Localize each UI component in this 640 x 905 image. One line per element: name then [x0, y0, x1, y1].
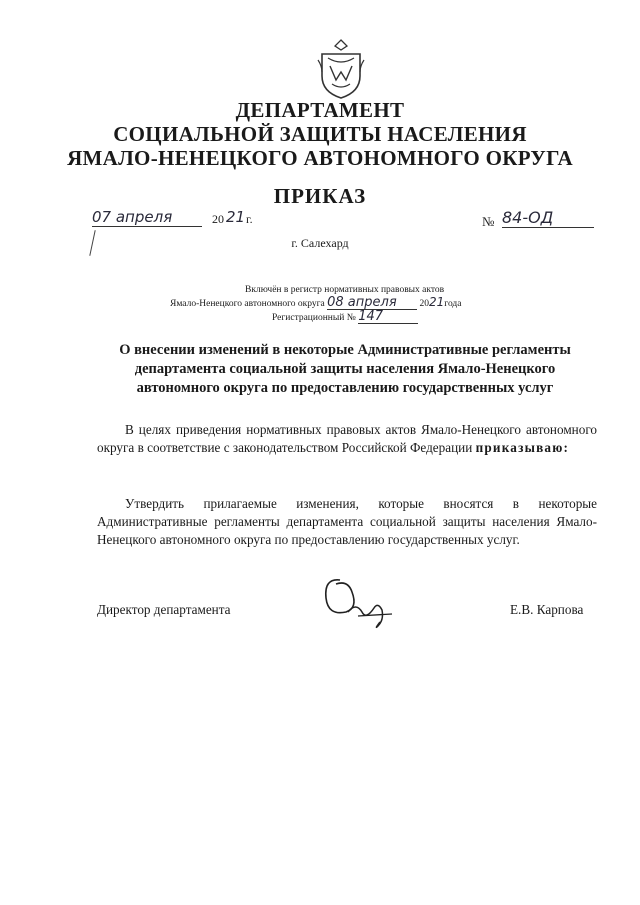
- body-paragraph-2: Утвердить прилагаемые изменения, которые вносятся в некоторые Административные регламенты департамента социальной защиты населения Ямало-Ненецкого автономного округа по предоставлению государственных услуг.: [97, 496, 597, 547]
- year-handwritten: 21: [226, 208, 246, 226]
- registry-year-suffix: года: [444, 299, 462, 309]
- registry-number-label: Регистрационный №: [272, 313, 356, 323]
- document-title: О внесении изменений в некоторые Административные регламенты департамента социальной защиты населения Ямало-Ненецкого автономного округа по предоставлению государственных услуг: [119, 342, 571, 396]
- registry-date-handwritten: 08 апреля: [327, 297, 417, 310]
- handwritten-signature: [318, 572, 408, 632]
- registry-line-3: [272, 311, 472, 324]
- date-handwritten: 07 апреля: [92, 208, 202, 227]
- paragraph-1-text: В целях приведения нормативных правовых актов Ямало-Ненецкого автономного округа в соответствие с законодательством Российской Федерации: [97, 422, 597, 455]
- registry-line-2: [170, 296, 530, 312]
- city: г. Салехард: [291, 236, 349, 250]
- number-label: №: [482, 214, 495, 229]
- order-date: [92, 208, 272, 230]
- header-line-1: ДЕПАРТАМЕНТ: [235, 98, 405, 122]
- registry-number-handwritten: 147: [358, 311, 418, 324]
- number-handwritten: 84-ОД: [502, 208, 594, 228]
- document-type: ПРИКАЗ: [273, 184, 367, 208]
- year-prefix: 20: [212, 212, 224, 226]
- order-number: [482, 208, 602, 232]
- header-line-2: СОЦИАЛЬНОЙ ЗАЩИТЫ НАСЕЛЕНИЯ: [113, 122, 527, 146]
- registry-year-handwritten: 21: [429, 295, 445, 309]
- registry-line-1: Включён в регистр нормативных правовых актов: [245, 285, 445, 295]
- year-suffix: г.: [246, 212, 253, 226]
- body-paragraph-1: [97, 421, 597, 457]
- registry-year-prefix: 20: [419, 299, 429, 309]
- registry-region: Ямало-Ненецкого автономного округа: [170, 299, 325, 309]
- signatory-name: Е.В. Карпова: [510, 602, 584, 617]
- coat-of-arms-icon: [316, 36, 366, 100]
- order-word: приказываю:: [475, 440, 570, 455]
- header-line-3: ЯМАЛО-НЕНЕЦКОГО АВТОНОМНОГО ОКРУГА: [67, 146, 573, 170]
- signatory-position: Директор департамента: [97, 602, 231, 617]
